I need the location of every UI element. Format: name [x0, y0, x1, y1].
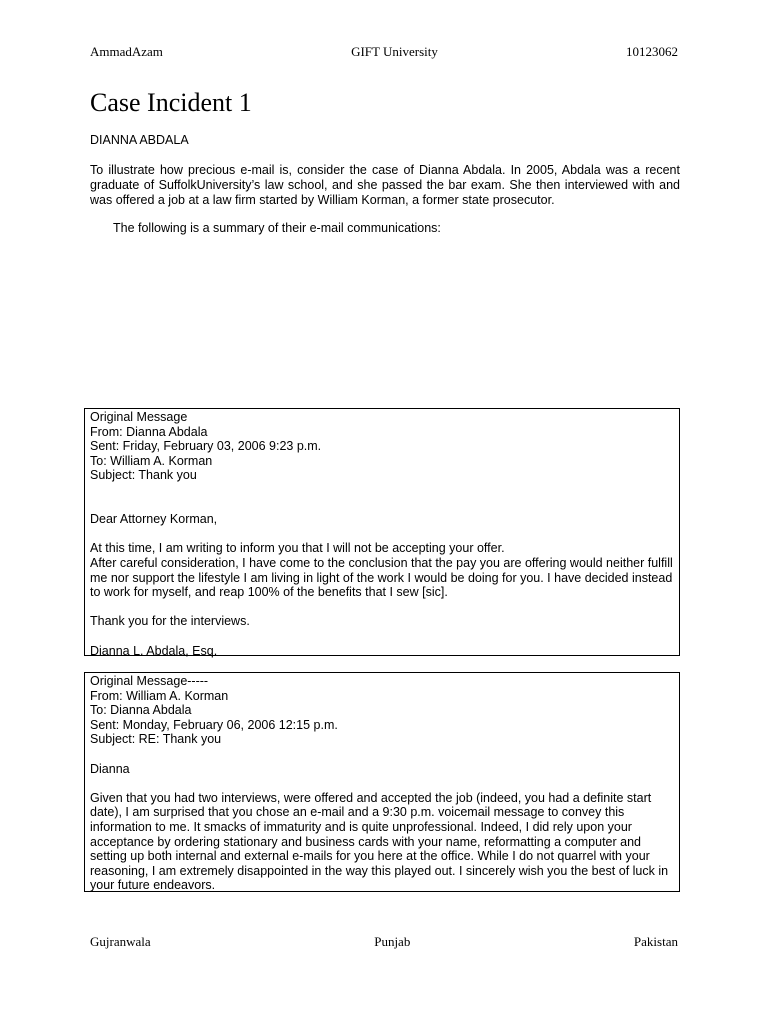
footer-city: Gujranwala	[90, 934, 151, 949]
email-body-paragraph: Given that you had two interviews, were offered and accepted the job (indeed, you had a definite start date), I am surprised that you chose an e-mail and a 9:30 p.m. voicemail message to convey this information to me. It smacks of immaturity and is quite unprofessional. Indeed, I did rely upon your acceptance by ordering stationary and business cards with your name, reformatting a computer and setting up both internal and external e-mails for you here at the office. While I do not quarrel with your reasoning, I am extremely disappointed in the way this played out. I sincerely wish you the best of luck in your future endeavors.	[90, 790, 669, 893]
page-footer	[90, 934, 678, 950]
spacer	[90, 747, 674, 762]
case-subtitle: DIANNA ABDALA	[90, 133, 189, 147]
page-title: Case Incident 1	[90, 88, 252, 117]
email-subject: Subject: RE: Thank you	[90, 732, 222, 747]
spacer	[90, 527, 674, 542]
summary-line: The following is a summary of their e-mail communications:	[113, 221, 441, 235]
email-from: From: Dianna Abdala	[90, 424, 208, 439]
email-to: To: William A. Korman	[90, 453, 213, 468]
header-university: GIFT University	[351, 44, 438, 59]
email-sent: Sent: Friday, February 03, 2006 9:23 p.m.	[90, 439, 322, 454]
email-from: From: William A. Korman	[90, 688, 229, 703]
spacer	[90, 498, 674, 513]
header-student-id: 10123062	[626, 44, 678, 59]
email-label: Original Message	[90, 410, 188, 424]
email-subject: Subject: Thank you	[90, 468, 197, 483]
spacer	[90, 776, 674, 791]
intro-paragraph: To illustrate how precious e-mail is, consider the case of Dianna Abdala. In 2005, Abdala was a recent graduate of SuffolkUniversity’s law school, and she passed the bar exam. She then interviewed with and was offered a job at a law firm started by William Korman, a former state prosecutor.	[90, 163, 680, 207]
spacer	[90, 483, 674, 498]
email-label: Original Message-----	[90, 674, 209, 688]
email-greeting: Dear Attorney Korman,	[90, 512, 218, 527]
spacer	[90, 629, 674, 644]
page-header	[90, 44, 678, 60]
email-thanks: Thank you for the interviews.	[90, 614, 250, 629]
footer-province: Punjab	[374, 934, 411, 949]
email-sent: Sent: Monday, February 06, 2006 12:15 p.m.	[90, 717, 338, 732]
email-box-abdala	[84, 408, 680, 656]
email-box-korman	[84, 672, 680, 892]
email-greeting: Dianna	[90, 761, 130, 776]
email-signature: Dianna L. Abdala, Esq.	[90, 643, 218, 658]
spacer	[90, 600, 674, 615]
email-body-line: At this time, I am writing to inform you that I will not be accepting your offer.	[90, 541, 505, 556]
email-body-paragraph: After careful consideration, I have come to the conclusion that the pay you are offering would neither fulfill me nor support the lifestyle I am living in light of the work I would be doing for you. I have decided instead to work for myself, and reap 100% of the benefits that I sew [sic].	[90, 555, 673, 600]
footer-country: Pakistan	[633, 934, 678, 949]
email-to: To: Dianna Abdala	[90, 703, 192, 718]
header-author: AmmadAzam	[90, 44, 163, 59]
